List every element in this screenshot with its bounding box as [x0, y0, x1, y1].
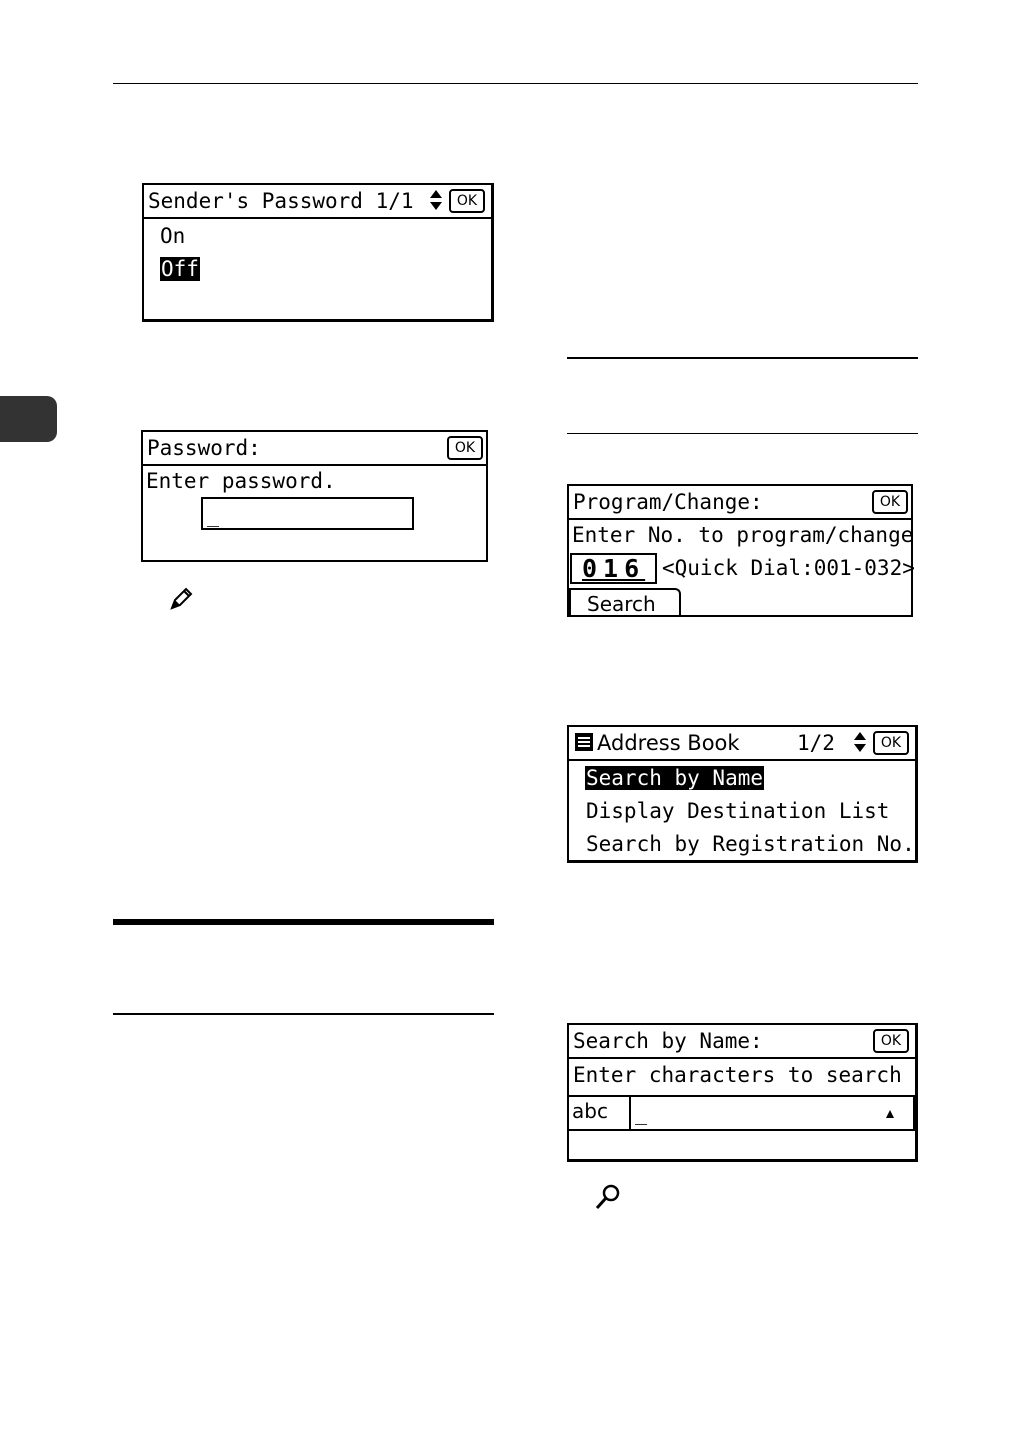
address-book-panel	[567, 725, 918, 863]
option-off-label: Off	[161, 257, 199, 281]
sender-password-panel	[142, 183, 494, 322]
page-indicator: 1/2	[797, 731, 835, 755]
panel-title-bar	[569, 1025, 915, 1059]
quick-dial-range: <Quick Dial:001-032>	[662, 556, 915, 580]
quick-dial-number-value: 016	[582, 554, 646, 583]
panel-title: Address Book	[597, 731, 740, 755]
search-input[interactable]	[629, 1097, 915, 1129]
note-pencil-icon	[168, 586, 194, 612]
panel-title: Program/Change:	[573, 490, 763, 514]
option-on[interactable]: On	[160, 224, 186, 248]
search-by-name-panel	[567, 1023, 918, 1162]
panel-title: Search by Name:	[573, 1029, 763, 1053]
section-rule-top-right	[567, 357, 918, 359]
panel-title-bar	[144, 185, 491, 219]
up-down-arrows-icon	[428, 188, 444, 212]
ok-button[interactable]: OK	[873, 1029, 909, 1053]
password-input-value: _	[207, 503, 220, 527]
option-off[interactable]	[160, 255, 200, 283]
address-book-icon	[574, 732, 594, 752]
password-prompt: Enter password.	[146, 469, 336, 493]
password-panel	[141, 430, 488, 562]
quick-dial-number-field[interactable]	[570, 553, 657, 584]
reference-magnifier-icon	[594, 1183, 622, 1211]
up-arrow-icon	[885, 1109, 895, 1119]
section-rule-bottom-right	[567, 433, 918, 434]
ok-button[interactable]: OK	[447, 436, 483, 460]
input-mode-label[interactable]: abc	[572, 1099, 608, 1123]
panel-title-bar	[143, 432, 486, 466]
chapter-tab	[0, 396, 57, 442]
program-change-prompt: Enter No. to program/change	[572, 523, 914, 547]
panel-title-bar	[569, 486, 911, 520]
section-heading-rule-thin	[113, 1013, 494, 1015]
search-input-row	[569, 1095, 915, 1131]
ok-button[interactable]: OK	[872, 490, 908, 514]
password-input[interactable]	[201, 497, 414, 530]
section-heading-rule-thick	[113, 919, 494, 925]
menu-item-display-destination-list[interactable]: Display Destination List	[586, 799, 890, 823]
ok-button[interactable]: OK	[449, 189, 485, 213]
menu-item-search-by-name[interactable]	[585, 764, 764, 792]
panel-title-bar	[569, 727, 915, 761]
panel-title: Sender's Password 1/1	[148, 189, 414, 213]
search-prompt: Enter characters to search	[573, 1063, 902, 1087]
menu-item-label: Search by Name	[586, 766, 764, 790]
ok-button[interactable]: OK	[873, 731, 909, 755]
search-tab-label: Search	[587, 592, 656, 616]
menu-item-search-by-registration-no[interactable]: Search by Registration No.	[586, 832, 915, 856]
search-input-value: _	[635, 1101, 648, 1125]
panel-title: Password:	[147, 436, 261, 460]
up-down-arrows-icon	[852, 730, 868, 754]
search-tab[interactable]	[569, 588, 681, 617]
header-rule	[113, 83, 918, 84]
program-change-panel	[567, 484, 913, 617]
